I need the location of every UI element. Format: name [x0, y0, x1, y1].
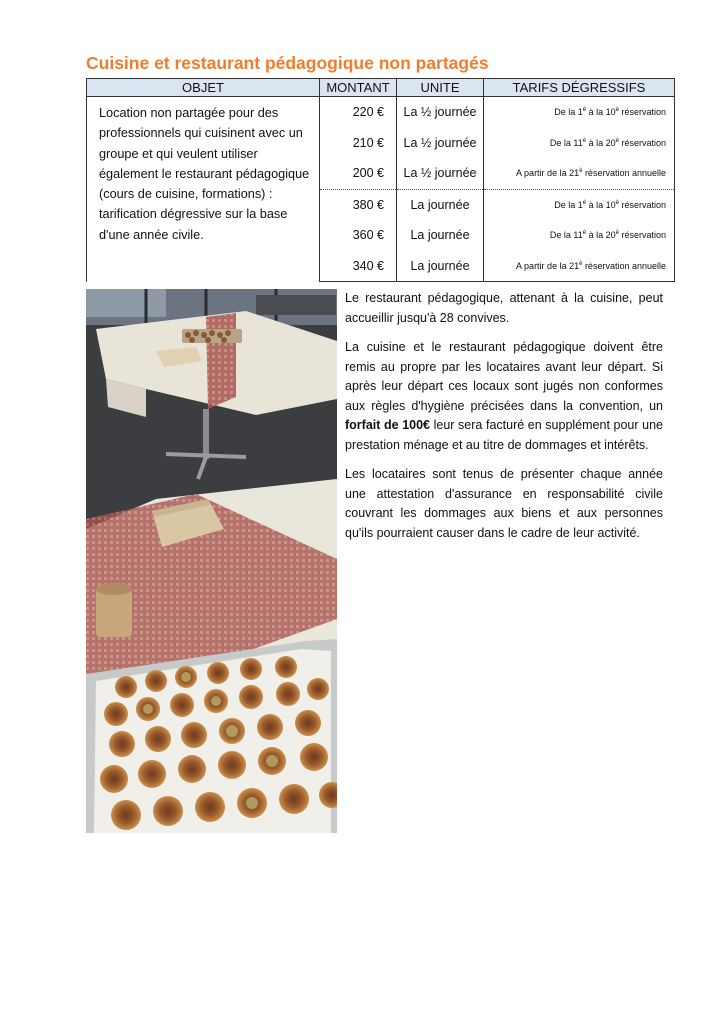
- montant-cell: 200 €: [320, 158, 397, 189]
- tarif-cell: De la $1^è$ à la $10^è$ réservation: [484, 189, 675, 220]
- montant-cell: 210 €: [320, 128, 397, 159]
- unite-cell: La ½ journée: [397, 158, 484, 189]
- forfait-highlight: forfait de 100€: [345, 418, 431, 432]
- restaurant-photo: [86, 289, 337, 833]
- paragraph-capacity: Le restaurant pédagogique, attenant à la cuisine, peut accueillir jusqu'à 28 convives.: [345, 291, 663, 325]
- page-title: Cuisine et restaurant pédagogique non partagés: [86, 53, 489, 73]
- montant-cell: 340 €: [320, 251, 397, 282]
- montant-cell: 360 €: [320, 220, 397, 251]
- montant-cell: 220 €: [320, 97, 397, 128]
- tarif-cell: A partir de la $21^è$ réservation annuelle: [484, 251, 675, 282]
- unite-cell: La ½ journée: [397, 128, 484, 159]
- tarif-cell: De la $11^è$ à la $20^è$ réservation: [484, 128, 675, 159]
- pricing-table: [86, 78, 675, 282]
- paragraph-cleaning: La cuisine et le restaurant pédagogique doivent être remis au propre par les locataires avant leur départ. Si après leur départ ces locaux sont jugés non conformes aux règles d'hygiène précisées dans la convention, un forfait de 100€ leur sera facturé en supplément pour une prestation ménage et au titre de dommages et intérêts.: [345, 340, 663, 452]
- tarif-cell: De la $11^è$ à la $20^è$ réservation: [484, 220, 675, 251]
- info-text: [345, 289, 663, 553]
- unite-cell: La journée: [397, 220, 484, 251]
- unite-cell: La ½ journée: [397, 97, 484, 128]
- paragraph-insurance: Les locataires sont tenus de présenter chaque année une attestation d'assurance en responsabilité civile couvrant les dommages aux biens et aux personnes qu'ils pourraient causer dans le cadre de leur activité.: [345, 467, 663, 540]
- table-header-row: [87, 79, 675, 97]
- header-objet: OBJET: [87, 79, 320, 97]
- table-row: [87, 97, 675, 128]
- header-tarifs: TARIFS DÉGRESSIFS: [484, 79, 675, 97]
- tarif-cell: A partir de la $21^è$ réservation annuelle: [484, 158, 675, 189]
- header-montant: MONTANT: [320, 79, 397, 97]
- header-unite: UNITE: [397, 79, 484, 97]
- unite-cell: La journée: [397, 251, 484, 282]
- montant-cell: 380 €: [320, 189, 397, 220]
- unite-cell: La journée: [397, 189, 484, 220]
- objet-description: Location non partagée pour des professionnels qui cuisinent avec un groupe et qui veulent utiliser également le restaurant pédagogique (cours de cuisine, formations) : tarification dégressive sur la base d'une année civile.: [87, 97, 320, 282]
- tarif-cell: De la $1^è$ à la $10^è$ réservation: [484, 97, 675, 128]
